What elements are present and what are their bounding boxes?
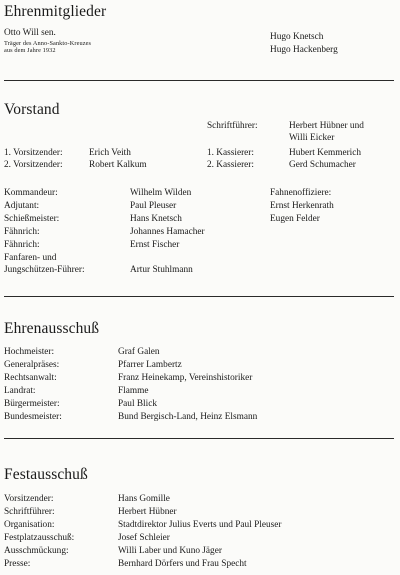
role-label: Adjutant: (4, 201, 40, 211)
person-name: Paul Blick (118, 399, 157, 409)
section-title-ehrenausschuss: Ehrenausschuß (4, 320, 100, 337)
person-name: Josef Schleier (118, 533, 170, 543)
role-label: Fanfaren- und (4, 253, 57, 263)
person-name: Graf Galen (118, 347, 160, 357)
role-label: 1. Kassierer: (207, 148, 254, 158)
person-name: Wilhelm Wilden (130, 188, 192, 198)
person-name: Bernhard Dörfers und Frau Specht (118, 559, 247, 569)
role-label: Rechtsanwalt: (4, 373, 57, 383)
role-label: Organisation: (4, 520, 55, 530)
role-label: Schießmeister: (4, 214, 60, 224)
role-label: 1. Vorsitzender: (4, 148, 63, 158)
person-name: Hans Knetsch (130, 214, 182, 224)
member-note: aus dem Jahre 1932 (4, 47, 56, 54)
role-label: Kommandeur: (4, 188, 58, 198)
section-title-vorstand: Vorstand (4, 101, 60, 118)
role-label: Festplatzausschuß: (4, 533, 75, 543)
role-label: Fähnrich: (4, 240, 40, 250)
person-name: Erich Veith (89, 148, 131, 158)
person-name: Johannes Hamacher (130, 227, 205, 237)
person-name: Gerd Schumacher (289, 160, 356, 170)
person-name: Willi Laber und Kuno Jäger (118, 546, 222, 556)
role-label: Hochmeister: (4, 347, 55, 357)
section-title-festausschuss: Festausschuß (4, 466, 88, 483)
person-name: Franz Heinekamp, Vereinshistoriker (118, 373, 253, 383)
role-label: Landrat: (4, 386, 36, 396)
person-name: Hans Gomille (118, 494, 170, 504)
role-label: Fahnenoffiziere: (270, 188, 332, 198)
person-name: Hubert Kemmerich (289, 148, 362, 158)
person-name: Paul Pleuser (130, 201, 177, 211)
role-label: 2. Kassierer: (207, 160, 254, 170)
person-name: Eugen Felder (270, 214, 320, 224)
person-name: Herbert Hübner (118, 507, 177, 517)
section-divider (4, 296, 394, 297)
section-divider (4, 80, 394, 81)
role-label: 2. Vorsitzender: (4, 160, 63, 170)
person-name: Ernst Fischer (130, 240, 180, 250)
member-note: Träger des Anno-Sankto-Kreuzes (4, 40, 92, 47)
role-label: Schriftführer: (4, 507, 55, 517)
person-name: Pfarrer Lambertz (118, 360, 182, 370)
person-name: Ernst Herkenrath (270, 201, 334, 211)
role-label: Generalpräses: (4, 360, 60, 370)
role-label: Schriftführer: (207, 121, 258, 131)
member-name: Hugo Hackenberg (270, 45, 338, 55)
role-label: Vorsitzender: (4, 494, 54, 504)
role-label: Jungschützen-Führer: (4, 265, 85, 275)
person-name: Stadtdirektor Julius Everts und Paul Pleuser (118, 520, 282, 530)
person-name: Artur Stuhlmann (130, 265, 193, 275)
person-name: Robert Kalkum (89, 160, 147, 170)
person-name: Willi Eicker (289, 133, 335, 143)
member-name: Otto Will sen. (4, 28, 56, 38)
person-name: Flamme (118, 386, 149, 396)
section-title-ehrenmitglieder: Ehrenmitglieder (4, 3, 107, 20)
person-name: Bund Bergisch-Land, Heinz Elsmann (118, 412, 258, 422)
role-label: Presse: (4, 559, 31, 569)
member-name: Hugo Knetsch (270, 32, 324, 42)
role-label: Bundesmeister: (4, 412, 62, 422)
role-label: Fähnrich: (4, 227, 40, 237)
person-name: Herbert Hübner und (289, 121, 364, 131)
role-label: Ausschmückung: (4, 546, 69, 556)
section-divider (4, 438, 394, 439)
role-label: Bürgermeister: (4, 399, 60, 409)
